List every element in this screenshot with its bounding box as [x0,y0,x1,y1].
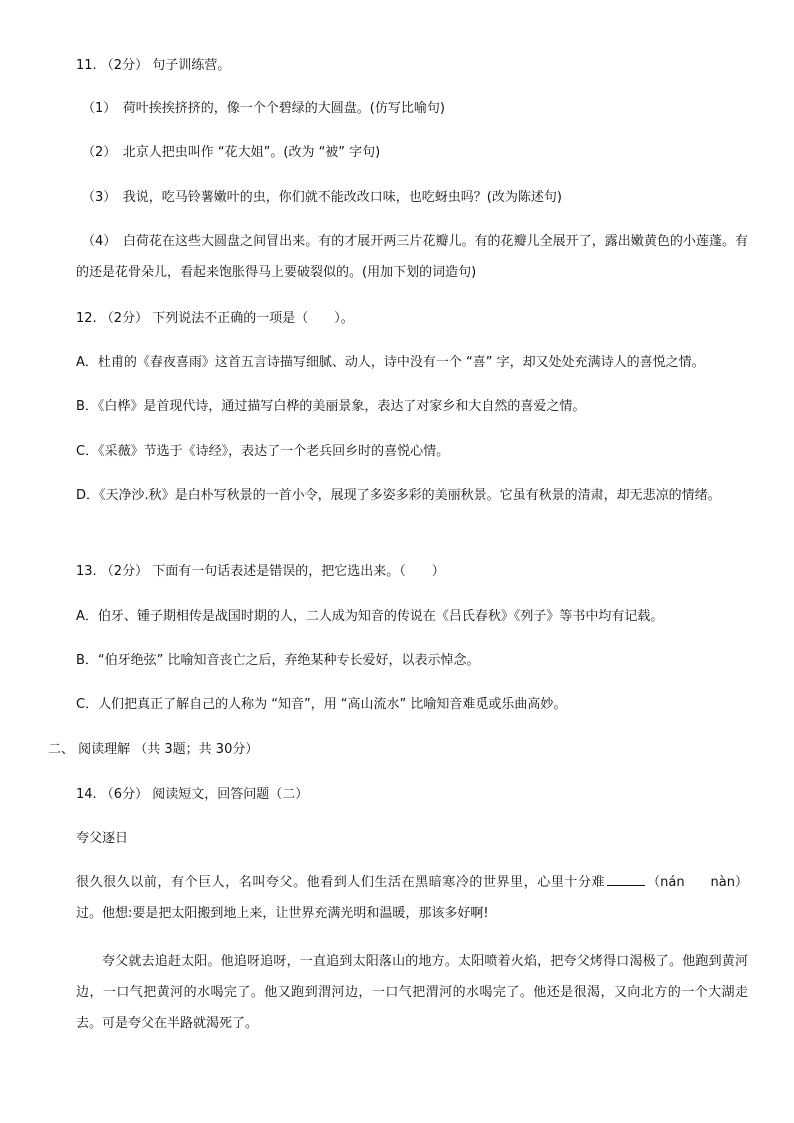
q12-option-c: C．《采薇》节选于《诗经》，表达了一个老兵回乡时的喜悦心情。 [76,444,450,459]
passage-paragraph-1 [76,867,748,929]
q13-header: 13. （2分） 下面有一句话表述是错误的，把它选出来。（ ） [76,564,445,579]
q13-option-c: C．人们把真正了解自己的人称为 “知音”，用 “高山流水” 比喻知音难觅或乐曲高妙。 [76,697,567,712]
passage-p1-after: 过。他想:要是把太阳搬到地上来，让世界充满光明和温暖，那该多好啊! [76,906,489,921]
q14-header: 14. （6分） 阅读短文，回答问题（二） [76,787,309,802]
passage-paragraph-2: 夸父就去追赶太阳。他追呀追呀，一直追到太阳落山的地方。太阳喷着火焰，把夸父烤得口渴极了。他跑到黄河边，一口气把黄河的水喝完了。他又跑到渭河边，一口气把渭河的水喝完了。他还是很渴，又向北方的一个大湖走去。可是夸父在半路就渴死了。 [76,954,748,1031]
q11-sentence-2: （2） 北京人把虫叫作 “花大姐”。(改为 “被” 字句) [82,145,381,160]
fill-in-blank[interactable] [607,872,645,886]
q12-option-a: A．杜甫的《春夜喜雨》这首五言诗描写细腻、动人，诗中没有一个 “喜” 字，却又处处充满诗人的喜悦之情。 [76,355,705,370]
q13-option-a: A．伯牙、锺子期相传是战国时期的人，二人成为知音的传说在《吕氏春秋》《列子》等书中均有记载。 [76,609,664,624]
section-2-header: 二、 阅读理解 （共 3题；共 30分） [48,742,259,757]
q12-option-b: B．《白桦》是首现代诗，通过描写白桦的美丽景象，表达了对家乡和大自然的喜爱之情。 [76,399,586,414]
pinyin-choices: （nán nàn） [647,875,748,890]
q11-sentence-1: （1） 荷叶挨挨挤挤的，像一个个碧绿的大圆盘。(仿写比喻句) [82,101,445,116]
q13-option-b: B．“伯牙绝弦” 比喻知音丧亡之后，弃绝某种专长爱好，以表示悼念。 [76,653,480,668]
q11-sentence-3: （3） 我说，吃马铃薯嫩叶的虫，你们就不能改改口味，也吃蚜虫吗？(改为陈述句) [82,190,562,205]
q12-option-d: D．《天净沙.秋》是白朴写秋景的一首小令，展现了多姿多彩的美丽秋景。它虽有秋景的清肃，却无悲凉的情绪。 [76,488,721,503]
passage-title: 夸父逐日 [76,831,129,846]
q11-header: 11. （2分） 句子训练营。 [76,58,231,73]
passage-p1-before: 很久很久以前，有个巨人，名叫夸父。他看到人们生活在黑暗寒冷的世界里，心里十分难 [76,875,606,890]
q12-header: 12. （2分） 下列说法不正确的一项是（ ）。 [76,311,354,326]
q11-sentence-4: （4） 白荷花在这些大圆盘之间冒出来。有的才展开两三片花瓣儿。有的花瓣儿全展开了，露出嫩黄色的小莲蓬。有的还是花骨朵儿，看起来饱胀得马上要破裂似的。(用加下划的词造句) [76,234,748,280]
